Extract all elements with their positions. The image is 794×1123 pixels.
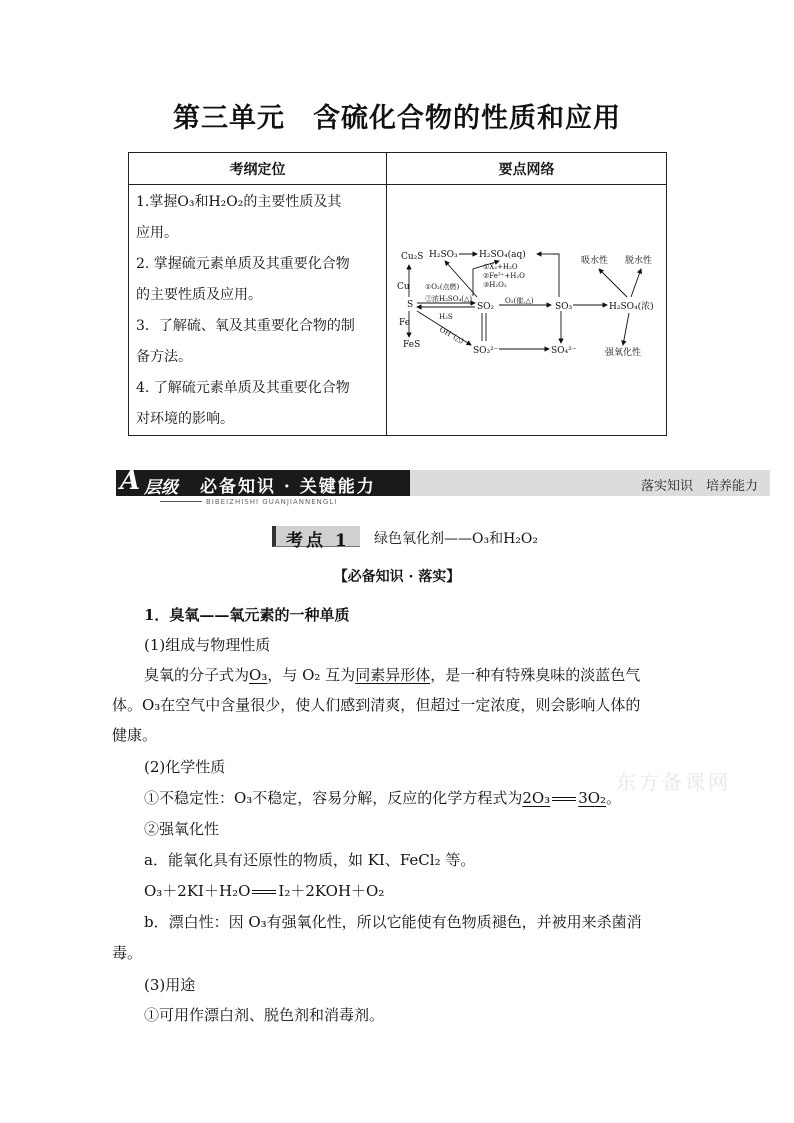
sulfur-network-diagram [387,185,666,435]
cond-o2-ignite: ①O₂(点燃) [425,283,460,291]
paragraph-line: a．能氧化具有还原性的物质，如 KI、FeCl₂ 等。 [144,851,476,869]
node-cu: Cu [397,282,410,292]
paragraph-line: ①可用作漂白剂、脱色剂和消毒剂。 [144,1006,385,1024]
answer-blank: 2O₃ 3O₂ [522,789,607,807]
paragraph-line: 臭氧的分子式为O₃，与 O₂ 互为同素异形体，是一种有特殊臭味的淡蓝色气 [144,666,641,684]
paragraph-line: ②强氧化性 [144,820,220,838]
banner-pinyin: BIBEIZHISHI GUANJIANNENGLI [206,498,338,506]
col-header-outline: 考纲定位 [129,153,387,185]
col-header-network: 要点网络 [387,153,667,185]
kaodian-label: 考点 1 [286,531,350,551]
section-heading: 【必备知识 · 落实】 [333,569,461,585]
goal-list [129,185,386,435]
level-banner [116,466,770,498]
node-oxidizing: 强氧化性 [605,348,642,358]
node-dehydrate: 脱水性 [625,256,653,266]
node-h2so4aq: H₂SO₄(aq) [479,250,526,260]
cond-oh: OH⁻(△) [438,325,466,346]
arrow-to-absorb [599,269,627,297]
arrow-to-oxidizing [623,313,629,345]
goal-line: 对环境的影响。 [136,411,234,427]
arrow-so2-h2so3 [445,261,477,297]
node-h2so4-conc: H₂SO₄(浓) [609,302,654,312]
subheading-uses: (3)用途 [144,976,196,994]
answer-blank: 同素异形体 [355,666,431,684]
watermark: 东方备课网 [616,770,731,794]
goal-line: 应用。 [136,225,178,241]
goal-line: 1.掌握O₃和H₂O₂的主要性质及其 [136,194,342,210]
answer-blank: O₃ [249,666,268,684]
subheading-composition: (1)组成与物理性质 [144,636,271,654]
page-title: 第三单元 含硫化合物的性质和应用 [173,103,621,134]
heading-ozone: 1．臭氧——氧元素的一种单质 [144,606,350,624]
outline-table [128,152,667,436]
node-so2: SO₂ [477,302,495,312]
cond-o2-cat: O₂(催,△) [505,297,534,305]
node-fe: Fe [399,318,411,328]
node-so4-2: SO₄²⁻ [551,346,577,356]
cond-conc-h2so4: ②浓H₂SO₄(△) [425,295,473,303]
goal-line: 备方法。 [136,349,192,365]
cond-h2o2: ③H₂O₂ [483,281,507,289]
line-so3-h2so4aq [553,254,559,297]
kaodian-tag [272,526,360,551]
kaodian-title: 绿色氧化剂——O₃和H₂O₂ [374,531,539,547]
node-so3-2: SO₃²⁻ [473,346,499,356]
paragraph-line: 毒。 [112,944,143,962]
cond-x2: ①X₂+H₂O [483,263,518,271]
node-s: S [407,300,414,310]
node-so3: SO₃ [555,302,573,312]
paragraph-line: 健康。 [112,726,158,744]
goal-line: 3．了解硫、氧及其重要化合物的制 [136,318,355,334]
cond-h2s: H₂S [439,313,453,321]
cond-fe: ②Fe³⁺+H₂O [483,272,525,280]
banner-level: 层级 [144,478,178,498]
subheading-chemical: (2)化学性质 [144,758,226,776]
banner-main-title: 必备知识 · 关键能力 [200,477,376,497]
node-cu2s: Cu₂S [401,252,424,262]
paragraph-line: 体。O₃在空气中含量很少，使人们感到清爽，但超过一定浓度，则会影响人体的 [112,696,641,714]
goal-line: 2. 掌握硫元素单质及其重要化合物 [136,256,350,272]
banner-right-text: 落实知识 培养能力 [640,479,758,494]
node-fes: FeS [403,340,421,350]
node-absorb: 吸水性 [581,256,609,266]
paragraph-line: b．漂白性：因 O₃有强氧化性，所以它能使有色物质褪色，并被用来杀菌消 [144,913,642,931]
arrow-to-dehydrate [631,269,641,297]
banner-underline [160,501,202,502]
equation-line: O₃＋2KI＋H₂O I₂＋2KOH＋O₂ [144,882,385,900]
goal-line: 4. 了解硫元素单质及其重要化合物 [136,380,350,396]
paragraph-line: ①不稳定性：O₃不稳定，容易分解，反应的化学方程式为2O₃ 3O₂。 [144,789,622,807]
banner-letter: A [120,466,141,496]
node-h2so3: H₂SO₃ [429,250,458,260]
goal-line: 的主要性质及应用。 [136,287,262,303]
